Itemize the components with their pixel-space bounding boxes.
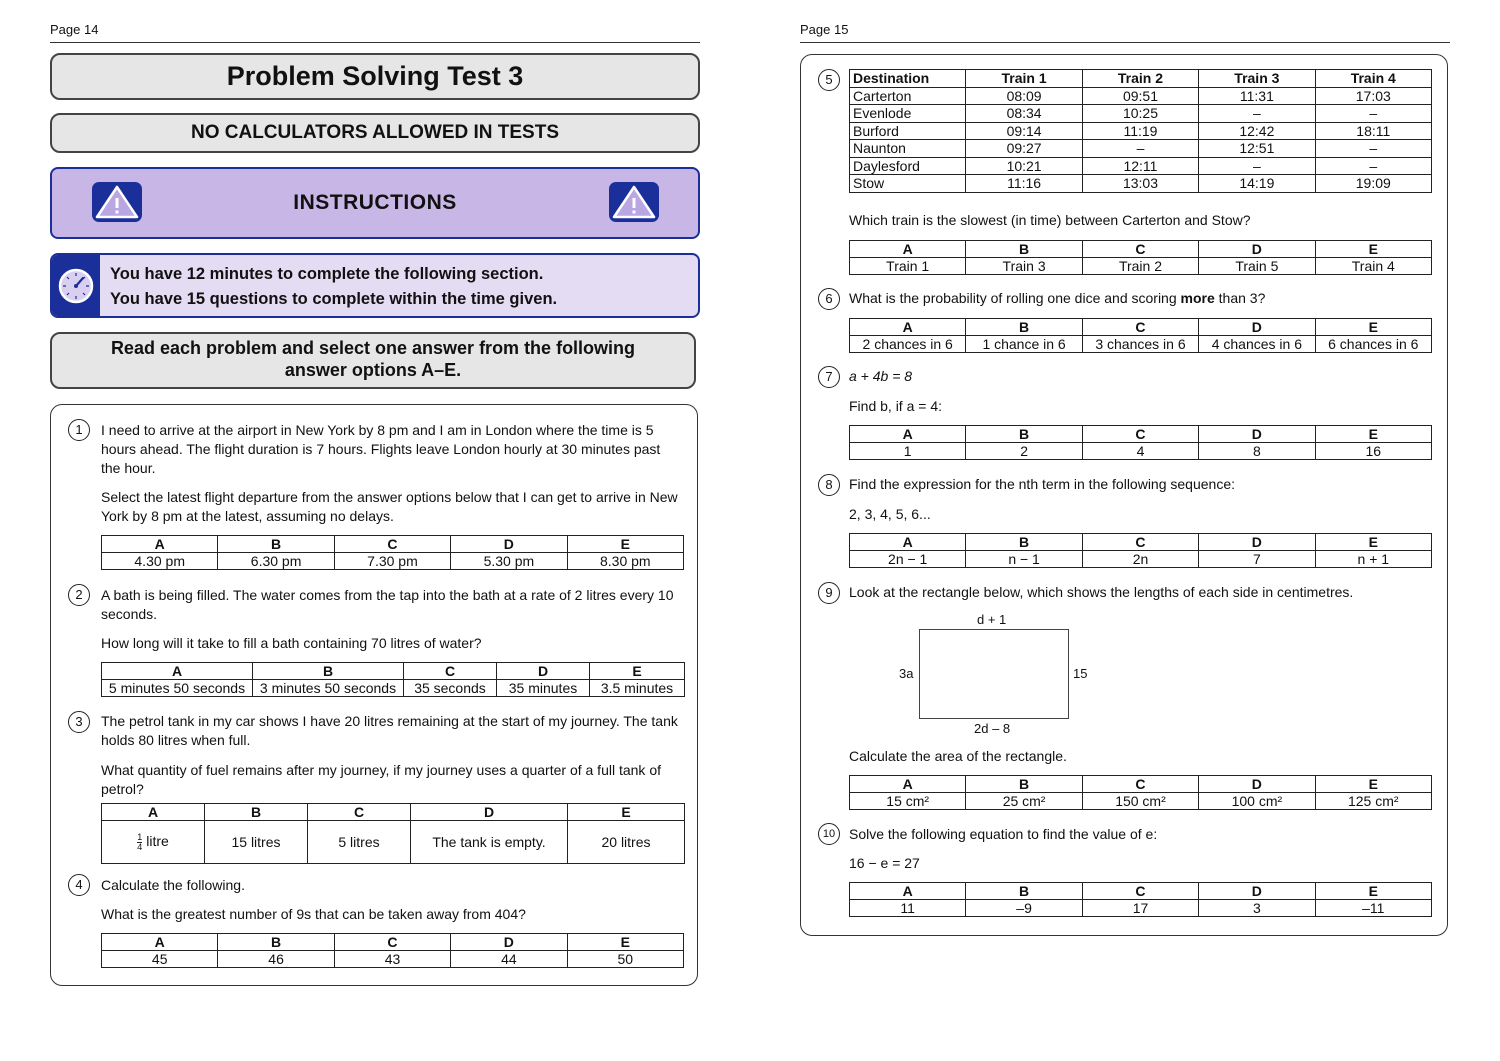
option-letter: A: [850, 319, 966, 336]
answer-option-a[interactable]: [102, 821, 205, 864]
question-number: 2: [68, 584, 90, 606]
fraction-denominator: 4: [137, 841, 143, 852]
timetable-cell: –: [1315, 105, 1431, 123]
option-letter: D: [497, 663, 590, 680]
train-timetable: [849, 69, 1432, 193]
answer-option-a[interactable]: 45: [102, 951, 218, 968]
answer-option-a[interactable]: Train 1: [850, 258, 966, 275]
stopwatch-icon: [52, 255, 100, 316]
answer-table-q8: [849, 533, 1432, 568]
answer-option-b[interactable]: 25 cm²: [966, 793, 1082, 810]
timetable-header: Train 3: [1199, 70, 1315, 88]
rectangle-label-top: d + 1: [977, 612, 1007, 627]
timetable-cell: –: [1199, 157, 1315, 175]
option-letter: B: [253, 663, 404, 680]
timetable-cell: 08:34: [966, 105, 1082, 123]
option-letter: C: [334, 536, 450, 553]
rectangle-label-bottom: 2d – 8: [974, 721, 1011, 736]
option-letter: D: [1199, 319, 1315, 336]
option-letter: A: [850, 241, 966, 258]
option-letter: B: [966, 241, 1082, 258]
answer-option-a[interactable]: 5 minutes 50 seconds: [102, 680, 253, 697]
option-letter: D: [1199, 534, 1315, 551]
question-number: 1: [68, 419, 90, 441]
timer-line-1: You have 12 minutes to complete the following section.: [110, 265, 544, 283]
question-3-prompt: What quantity of fuel remains after my journey, if my journey uses a quarter of a full tank of petrol?: [101, 762, 661, 797]
timetable-cell: 12:51: [1199, 140, 1315, 158]
rectangle-label-right: 15: [1073, 666, 1088, 681]
question-number: 7: [818, 366, 840, 388]
option-letter: B: [966, 776, 1082, 793]
timetable-cell: 11:31: [1199, 87, 1315, 105]
option-letter: E: [567, 934, 683, 951]
answer-table-q1: [101, 535, 684, 570]
answer-table-q7: [849, 425, 1432, 460]
answer-option-d[interactable]: 3: [1199, 900, 1315, 917]
question-3-text: The petrol tank in my car shows I have 20 litres remaining at the start of my journey. The tank holds 80 litres when full.: [101, 713, 678, 748]
option-letter: E: [1315, 319, 1431, 336]
question-number: 5: [818, 69, 840, 91]
fraction-unit: litre: [146, 832, 169, 849]
answer-option-d[interactable]: Train 5: [1199, 258, 1315, 275]
question-9-prompt: Calculate the area of the rectangle.: [849, 748, 1067, 764]
option-letter: A: [102, 663, 253, 680]
option-letter: D: [411, 804, 568, 821]
timetable-row: [850, 175, 1432, 193]
timetable-cell: Naunton: [850, 140, 966, 158]
option-letter: E: [1315, 883, 1431, 900]
questions-panel-left: [50, 404, 698, 986]
answer-option-d[interactable]: The tank is empty.: [411, 821, 568, 864]
rectangle-label-left: 3a: [899, 666, 914, 681]
answer-option-a[interactable]: 15 cm²: [850, 793, 966, 810]
option-letter: C: [404, 663, 497, 680]
answer-option-c[interactable]: 5 litres: [308, 821, 411, 864]
fraction: [137, 833, 142, 852]
question-9-text: Look at the rectangle below, which shows the lengths of each side in centimetres.: [849, 584, 1354, 600]
question-2-prompt: How long will it take to fill a bath containing 70 litres of water?: [101, 635, 482, 651]
option-letter: B: [218, 934, 334, 951]
answer-option-e[interactable]: 3.5 minutes: [590, 680, 685, 697]
option-letter: C: [1082, 534, 1198, 551]
answer-option-b[interactable]: 2: [966, 443, 1082, 460]
timetable-row: [850, 122, 1432, 140]
option-letter: C: [308, 804, 411, 821]
question-6-text-start: What is the probability of rolling one dice and scoring: [849, 290, 1181, 306]
rectangle-diagram: [919, 629, 1069, 719]
answer-option-d[interactable]: 35 minutes: [497, 680, 590, 697]
answer-option-d[interactable]: 7: [1199, 551, 1315, 568]
timetable-cell: 10:25: [1082, 105, 1198, 123]
question-8-text: Find the expression for the nth term in the following sequence:: [849, 476, 1235, 492]
question-6-text-end: than 3?: [1214, 290, 1266, 306]
header-rule: [800, 42, 1450, 43]
timetable-cell: 14:19: [1199, 175, 1315, 193]
option-letter: E: [567, 536, 683, 553]
option-letter: C: [1082, 426, 1198, 443]
answer-option-c[interactable]: Train 2: [1082, 258, 1198, 275]
timetable-cell: 08:09: [966, 87, 1082, 105]
question-8-sequence: 2, 3, 4, 5, 6...: [849, 506, 931, 522]
question-number: 4: [68, 874, 90, 896]
question-number: 10: [818, 823, 840, 845]
answer-option-a[interactable]: 4.30 pm: [102, 553, 218, 570]
question-number: 9: [818, 582, 840, 604]
answer-option-c[interactable]: 3 chances in 6: [1082, 336, 1198, 353]
question-7-prompt: Find b, if a = 4:: [849, 398, 942, 414]
timetable-cell: Carterton: [850, 87, 966, 105]
option-letter: D: [1199, 883, 1315, 900]
answer-option-b[interactable]: n − 1: [966, 551, 1082, 568]
question-number: 8: [818, 474, 840, 496]
timetable-cell: Burford: [850, 122, 966, 140]
page-number: Page 15: [800, 22, 849, 37]
option-letter: B: [205, 804, 308, 821]
answer-option-c[interactable]: 150 cm²: [1082, 793, 1198, 810]
timetable-row: [850, 157, 1432, 175]
option-letter: C: [334, 934, 450, 951]
option-letter: D: [451, 536, 567, 553]
option-letter: A: [850, 426, 966, 443]
timetable-cell: 18:11: [1315, 122, 1431, 140]
option-letter: D: [451, 934, 567, 951]
timetable-header: Destination: [850, 70, 966, 88]
timetable-row: [850, 105, 1432, 123]
timetable-cell: 11:16: [966, 175, 1082, 193]
question-5-prompt: Which train is the slowest (in time) between Carterton and Stow?: [849, 212, 1251, 228]
questions-panel-right: [800, 54, 1448, 936]
answer-option-a[interactable]: 2n − 1: [850, 551, 966, 568]
timer-line-2: You have 15 questions to complete within the time given.: [110, 290, 558, 308]
read-each-banner: [50, 332, 696, 389]
option-letter: B: [966, 534, 1082, 551]
timetable-header: Train 2: [1082, 70, 1198, 88]
question-number: 3: [68, 711, 90, 733]
option-letter: E: [1315, 776, 1431, 793]
option-letter: E: [1315, 426, 1431, 443]
timetable-cell: –: [1082, 140, 1198, 158]
answer-option-b[interactable]: –9: [966, 900, 1082, 917]
answer-option-e[interactable]: 20 litres: [568, 821, 685, 864]
option-letter: E: [568, 804, 685, 821]
answer-option-e[interactable]: n + 1: [1315, 551, 1431, 568]
answer-option-c[interactable]: 35 seconds: [404, 680, 497, 697]
answer-option-b[interactable]: 6.30 pm: [218, 553, 334, 570]
option-letter: C: [1082, 241, 1198, 258]
timetable-cell: 12:42: [1199, 122, 1315, 140]
answer-option-e[interactable]: 16: [1315, 443, 1431, 460]
answer-option-d[interactable]: 100 cm²: [1199, 793, 1315, 810]
answer-option-e[interactable]: 6 chances in 6: [1315, 336, 1431, 353]
timetable-cell: 17:03: [1315, 87, 1431, 105]
answer-table-q2: [101, 662, 685, 697]
answer-table-q9: [849, 775, 1432, 810]
answer-option-d[interactable]: 8: [1199, 443, 1315, 460]
timetable-cell: Daylesford: [850, 157, 966, 175]
answer-option-d[interactable]: 5.30 pm: [451, 553, 567, 570]
timetable-cell: 09:14: [966, 122, 1082, 140]
timetable-row: [850, 87, 1432, 105]
answer-option-a[interactable]: 2 chances in 6: [850, 336, 966, 353]
timetable-cell: 10:21: [966, 157, 1082, 175]
answer-table-q5: [849, 240, 1432, 275]
answer-table-q10: [849, 882, 1432, 917]
option-letter: A: [102, 536, 218, 553]
option-letter: A: [850, 883, 966, 900]
answer-table-q4: [101, 933, 684, 968]
timetable-cell: 11:19: [1082, 122, 1198, 140]
answer-option-c[interactable]: 2n: [1082, 551, 1198, 568]
option-letter: A: [102, 934, 218, 951]
answer-option-e[interactable]: 125 cm²: [1315, 793, 1431, 810]
instructions-label: INSTRUCTIONS: [293, 191, 457, 214]
timetable-cell: Stow: [850, 175, 966, 193]
timetable-header: Train 1: [966, 70, 1082, 88]
instructions-banner: [50, 167, 700, 239]
answer-option-e[interactable]: –11: [1315, 900, 1431, 917]
option-letter: E: [590, 663, 685, 680]
question-10-equation: 16 − e = 27: [849, 855, 920, 871]
timetable-cell: 12:11: [1082, 157, 1198, 175]
answer-option-c[interactable]: 17: [1082, 900, 1198, 917]
question-7-equation: a + 4b = 8: [849, 368, 913, 384]
option-letter: D: [1199, 241, 1315, 258]
question-6-text: [849, 289, 1431, 308]
answer-option-e[interactable]: 50: [567, 951, 683, 968]
question-4-prompt: What is the greatest number of 9s that can be taken away from 404?: [101, 906, 526, 922]
answer-table-q6: [849, 318, 1432, 353]
page-title: Problem Solving Test 3: [50, 53, 700, 100]
option-letter: C: [1082, 319, 1198, 336]
question-1-text: I need to arrive at the airport in New York by 8 pm and I am in London where the time is 5 hours ahead. The flight duration is 7 hours. Flights leave London hourly at 30 minutes past the hour.: [101, 422, 661, 476]
answer-option-d[interactable]: 4 chances in 6: [1199, 336, 1315, 353]
option-letter: B: [966, 426, 1082, 443]
timetable-cell: –: [1315, 157, 1431, 175]
header-rule: [50, 42, 700, 43]
answer-option-a[interactable]: 1: [850, 443, 966, 460]
question-1-prompt: Select the latest flight departure from the answer options below that I can get to arrive in New York by 8 pm at the latest, assuming no delays.: [101, 489, 678, 524]
option-letter: B: [966, 883, 1082, 900]
option-letter: E: [1315, 534, 1431, 551]
answer-option-b[interactable]: 1 chance in 6: [966, 336, 1082, 353]
answer-option-c[interactable]: 4: [1082, 443, 1198, 460]
timetable-cell: 19:09: [1315, 175, 1431, 193]
option-letter: B: [966, 319, 1082, 336]
question-2-text: A bath is being filled. The water comes from the tap into the bath at a rate of 2 litres every 10 seconds.: [101, 587, 674, 622]
question-4-text: Calculate the following.: [101, 877, 245, 893]
option-letter: D: [1199, 426, 1315, 443]
question-6-text-bold: more: [1180, 290, 1215, 306]
time-limit-banner: [50, 253, 700, 318]
answer-option-b[interactable]: 3 minutes 50 seconds: [253, 680, 404, 697]
answer-table-q3: [101, 803, 685, 864]
answer-option-e[interactable]: 8.30 pm: [567, 553, 683, 570]
answer-option-b[interactable]: Train 3: [966, 258, 1082, 275]
timetable-cell: –: [1315, 140, 1431, 158]
answer-option-c[interactable]: 7.30 pm: [334, 553, 450, 570]
answer-option-b[interactable]: 15 litres: [205, 821, 308, 864]
timetable-cell: –: [1199, 105, 1315, 123]
question-10-text: Solve the following equation to find the value of e:: [849, 826, 1158, 842]
timetable-header: Train 4: [1315, 70, 1431, 88]
timetable-cell: 09:51: [1082, 87, 1198, 105]
timetable-row: [850, 140, 1432, 158]
option-letter: C: [1082, 776, 1198, 793]
fraction-numerator: 1: [137, 831, 143, 842]
warning-icon: [609, 182, 659, 222]
no-calculators-banner: NO CALCULATORS ALLOWED IN TESTS: [50, 113, 700, 153]
option-letter: B: [218, 536, 334, 553]
option-letter: A: [102, 804, 205, 821]
read-each-text: Read each problem and select one answer from the following answer options A–E.: [110, 338, 636, 380]
option-letter: D: [1199, 776, 1315, 793]
option-letter: A: [850, 534, 966, 551]
answer-option-e[interactable]: Train 4: [1315, 258, 1431, 275]
answer-option-c[interactable]: 43: [334, 951, 450, 968]
question-number: 6: [818, 288, 840, 310]
timetable-cell: 09:27: [966, 140, 1082, 158]
answer-option-b[interactable]: 46: [218, 951, 334, 968]
option-letter: A: [850, 776, 966, 793]
option-letter: C: [1082, 883, 1198, 900]
answer-option-a[interactable]: 11: [850, 900, 966, 917]
option-letter: E: [1315, 241, 1431, 258]
timetable-cell: Evenlode: [850, 105, 966, 123]
timetable-cell: 13:03: [1082, 175, 1198, 193]
answer-option-d[interactable]: 44: [451, 951, 567, 968]
page-number: Page 14: [50, 22, 99, 37]
